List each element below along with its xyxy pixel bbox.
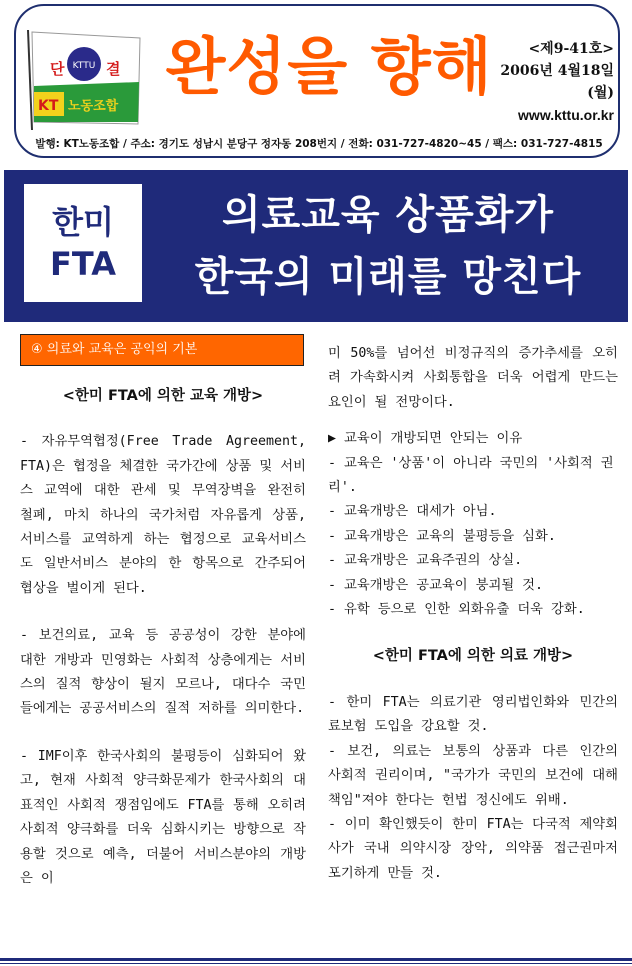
right-continuation: 미 50%를 넘어선 비정규직의 증가추세를 오히려 가속화시켜 사회통합을 더욱 어렵게 만드는 요인이 될 전망이다. [328,346,618,410]
topic-badge [24,184,142,302]
flag-band-text: 노동조합 [68,99,119,114]
headline-line1: 의료교육 상품화가 [221,192,555,238]
newsletter-title: 완성을 향해 [165,30,493,103]
svg-text:결: 결 [106,60,121,78]
left-paragraph-2: - 보건의료, 교육 등 공공성이 강한 분야에 대한 개방과 민영화는 사회적 상층에게는 서비스의 질적 향상이 될지 모르나, 대다수 국민들에게는 공공서비스의 질적 저하를 의미한다. [20,628,306,717]
main-headline [160,184,616,308]
reasons-title: ▶ 교육이 개방되면 안되는 이유 [328,431,523,447]
right-paragraph-c: - 이미 확인했듯이 한미 FTA는 다국적 제약회사가 국내 의약시장 장악, 의약품 접근권마저 포기하게 만들 것. [328,816,618,881]
reason-item: - 교육개방은 교육의 불평등을 심화. [328,528,556,544]
headline-line2: 한국의 미래를 망친다 [194,254,582,300]
bottom-rule-thin [0,963,632,964]
publisher-line: 발행: KT노동조합 / 주소: 경기도 성남시 분당구 정자동 208번지 / 전화: 031-727-4820~45 / 팩스: 031-727-4815 [35,138,603,150]
svg-text:단: 단 [50,60,65,78]
badge-line1: 한미 [52,203,114,241]
union-flag-logo [24,26,144,132]
left-paragraph-3: - IMF이후 한국사회의 불평등이 심화되어 왔고, 현재 사회적 양극화문제가 한국사회의 대표적인 사회적 쟁점임에도 FTA를 통해 오히려 사회적 양극화를 더욱 심화시키는 방향으로 작용할 것으로 예측, 더불어 서비스분야의 개방은 이 [20,748,306,886]
reason-item: - 교육개방은 교육주권의 상실. [328,553,523,569]
headline-banner [4,170,628,322]
flag-kt-text: KT [38,98,59,114]
medical-heading: <한미 FTA에 의한 의료 개방> [372,648,574,665]
issue-date: 2006년 4월18일(월) [500,63,614,101]
reasons-list [328,452,618,623]
left-column [20,334,306,891]
website-link[interactable]: www.kttu.or.kr [518,107,614,123]
left-paragraph-1: - 자유무역협정(Free Trade Agreement, FTA)은 협정을 체결한 국가간에 상품 및 서비스 교역에 대한 관세 및 무역장벽을 완전히 철폐, 마치 하나의 국가처럼 자유롭게 상품, 서비스를 교역하게 하는 협정으로 교육서비스도 일반서비스 분야의 한 항목으로 간주되어 협상을 벌이게 된다. [20,434,306,596]
issue-info [488,38,614,126]
bottom-rule [0,958,632,961]
education-heading: <한미 FTA에 의한 교육 개방> [62,388,264,404]
reason-item: - 교육개방은 대세가 아님. [328,504,497,520]
right-column [328,342,618,886]
issue-number: <제9-41호> [528,41,614,57]
flag-emblem-text: KTTU [72,61,96,71]
right-paragraph-b: - 보건, 의료는 보통의 상품과 다른 인간의 사회적 권리이며, "국가가 국민의 보건에 대해 책임"져야 한다는 헌법 정신에도 위배. [328,743,618,808]
masthead [14,4,620,158]
right-paragraph-a: - 한미 FTA는 의료기관 영리법인화와 민간의료보험 도입을 강요할 것. [328,694,618,735]
reason-item: - 교육은 '상품'이 아니라 국민의 '사회적 권리'. [328,455,614,496]
reason-item: - 유학 등으로 인한 외화유출 더욱 강화. [328,602,585,618]
reason-item: - 교육개방은 공교육이 붕괴될 것. [328,577,544,593]
section-label: ④ 의료와 교육은 공익의 기본 [20,334,304,366]
badge-line2: FTA [50,245,116,283]
